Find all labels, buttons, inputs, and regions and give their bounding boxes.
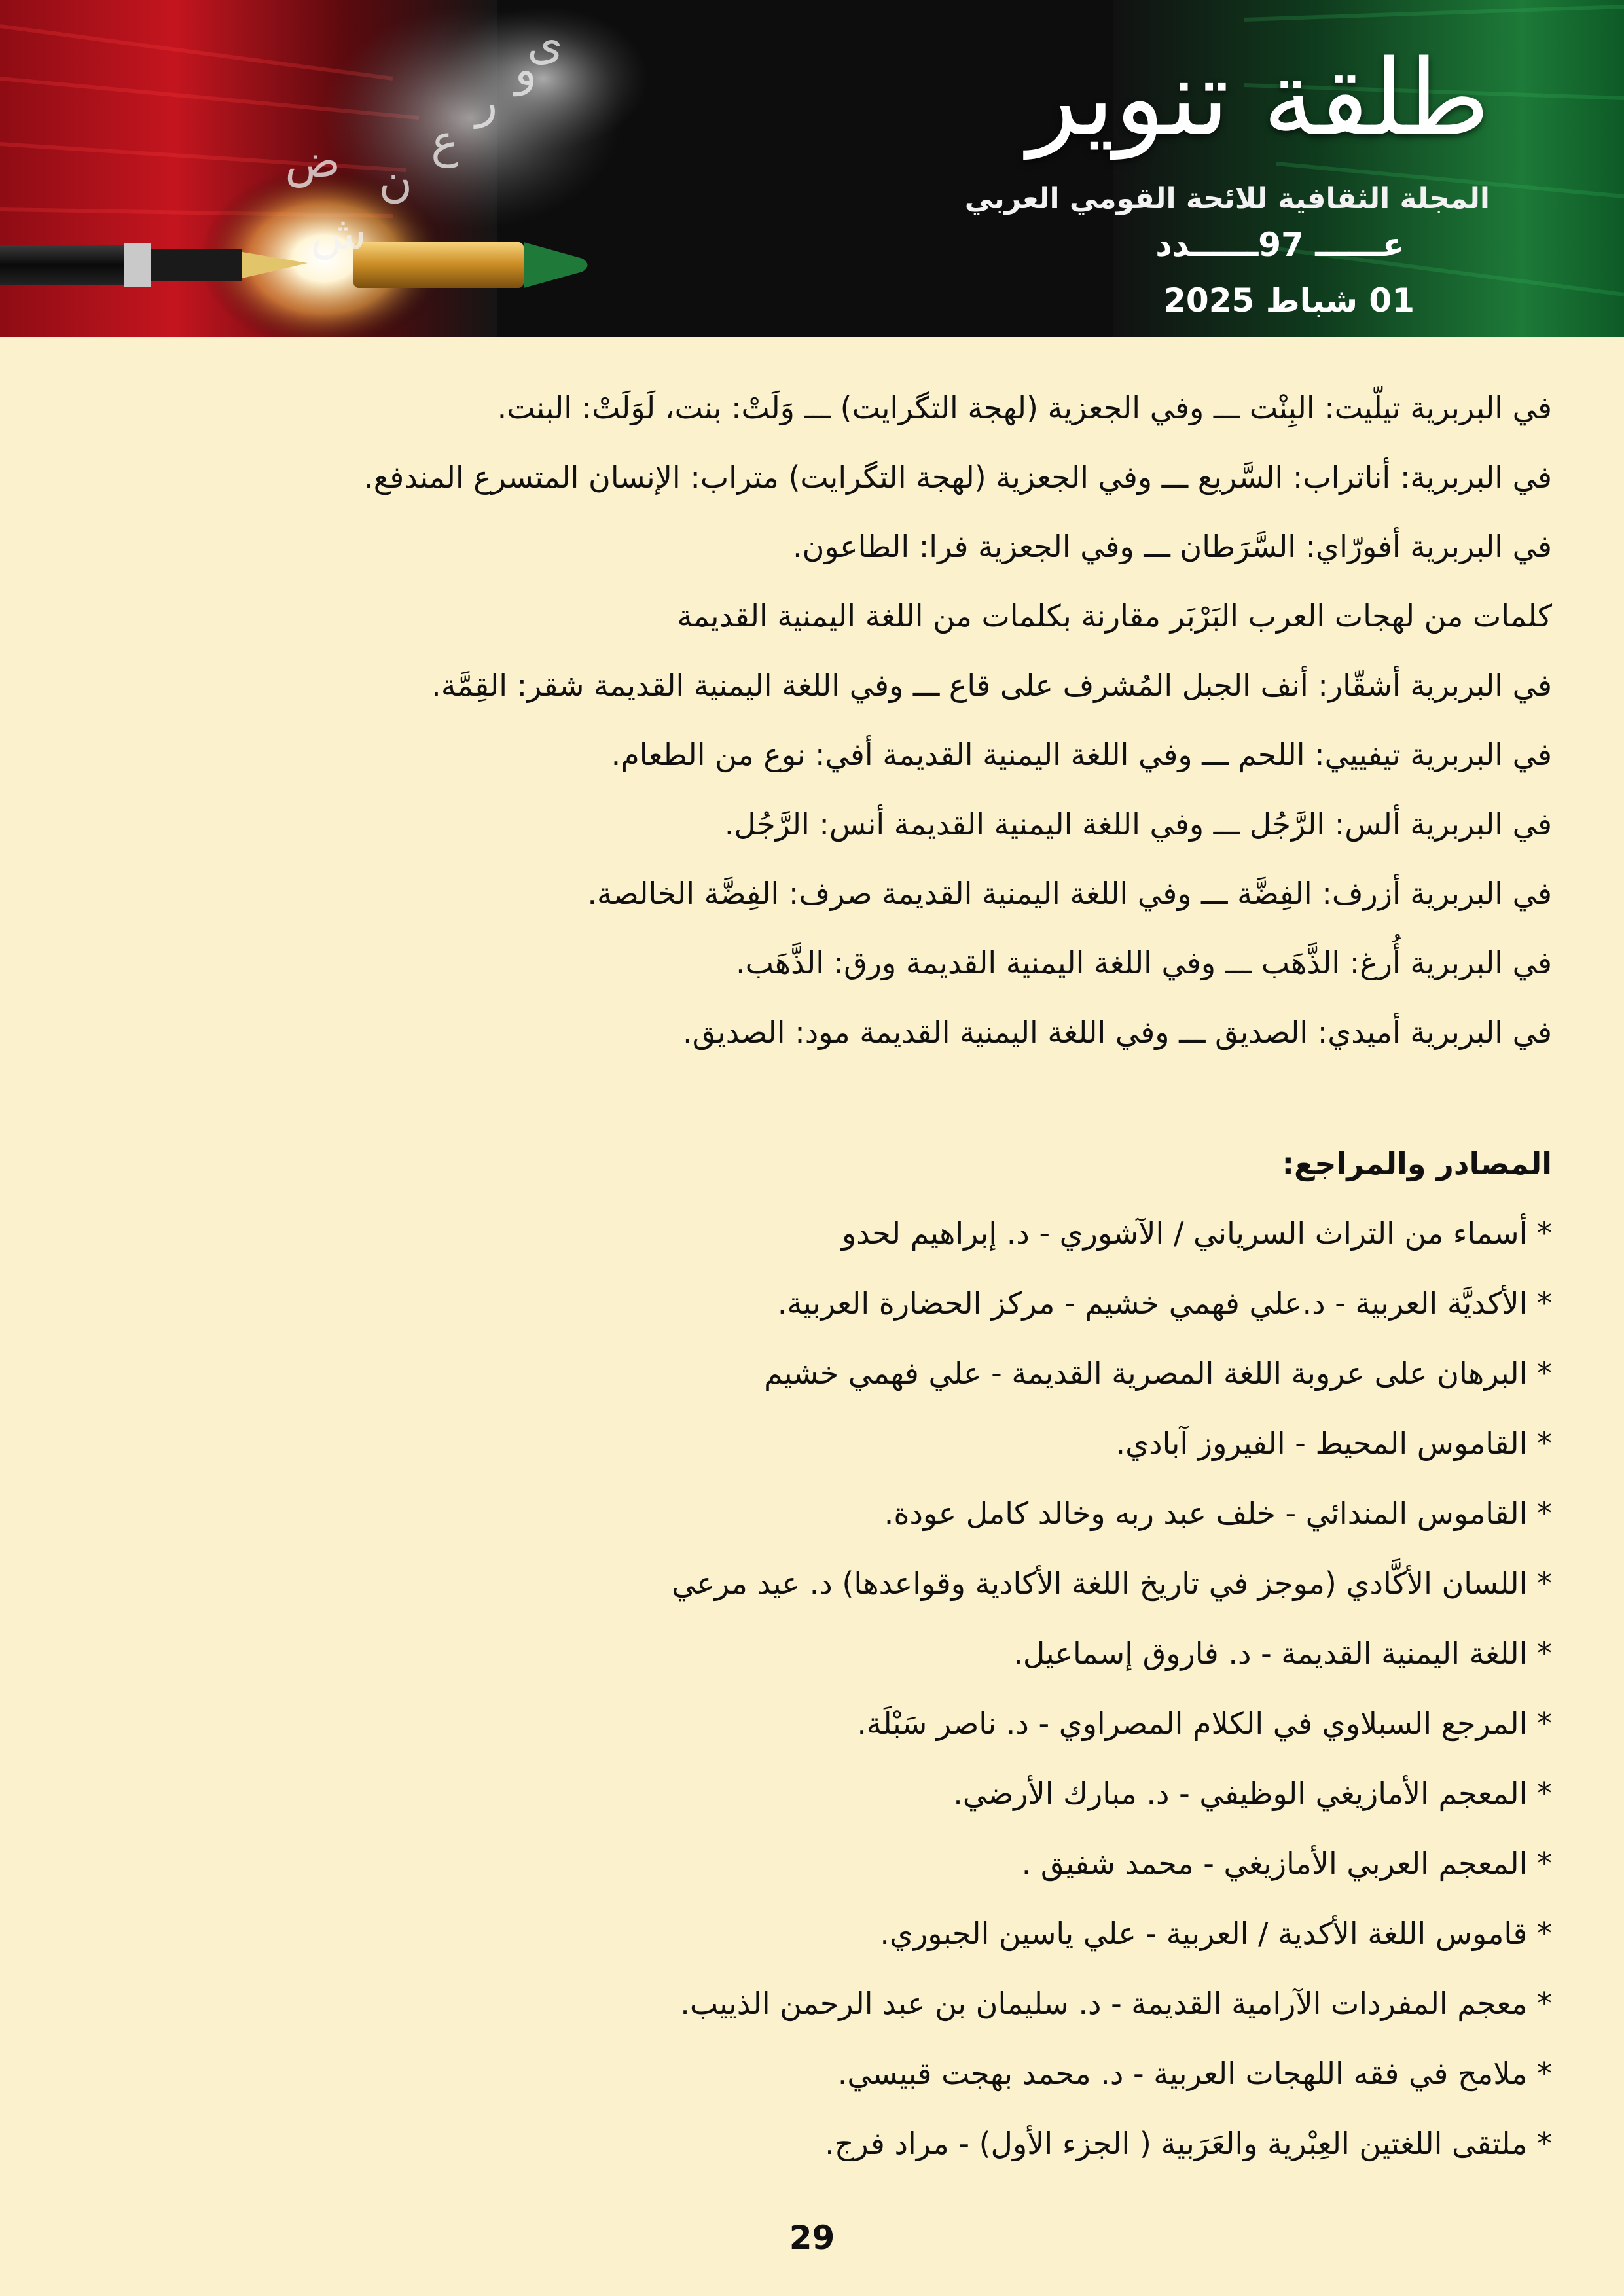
svg-text:ش: ش xyxy=(310,206,367,260)
svg-text:ع: ع xyxy=(431,115,458,168)
reference-item: * أسماء من التراث السرياني / الآشوري - د. إبراهيم لحدو xyxy=(841,1215,1552,1251)
issue-number: عــــــ 97ــــــدد xyxy=(1155,226,1405,264)
body-line: في البربرية ألس: الرَّجُل ـــ وفي اللغة اليمنية القديمة أنس: الرَّجُل. xyxy=(724,806,1552,842)
magazine-title: طلقة تنوير xyxy=(1027,37,1490,159)
svg-text:و: و xyxy=(514,43,537,96)
section-spacer xyxy=(112,1067,1552,1129)
body-line: في البربرية تيفييي: اللحم ـــ وفي اللغة اليمنية القديمة أفي: نوع من الطعام. xyxy=(611,737,1552,772)
reference-item: * الأكديَّة العربية - د.علي فهمي خشيم - مركز الحضارة العربية. xyxy=(777,1285,1552,1321)
reference-item: * المرجع السبلاوي في الكلام المصراوي - د. ناصر سَبْلَة. xyxy=(857,1706,1552,1741)
reference-item: * المعجم العربي الأمازيغي - محمد شفيق . xyxy=(1021,1846,1552,1881)
body-line: في البربرية تيلّيت: البِنْت ـــ وفي الجعزية (لهجة التگرايت) ـــ وَلَتْ: بنت، لَوَلَتْ: البنت. xyxy=(497,390,1552,425)
reference-item: * المعجم الأمازيغي الوظيفي - د. مبارك الأرضي. xyxy=(953,1776,1552,1811)
reference-item: * القاموس المندائي - خلف عبد ربه وخالد كامل عودة. xyxy=(884,1496,1552,1531)
body-line: في البربرية أشقّار: أنف الجبل المُشرف على قاع ـــ وفي اللغة اليمنية القديمة شقر: القِمَّة. xyxy=(431,668,1552,703)
body-line: في البربرية أُرغ: الذَّهَب ـــ وفي اللغة اليمنية القديمة ورق: الذَّهَب. xyxy=(736,945,1552,980)
reference-item: * قاموس اللغة الأكدية / العربية - علي ياسين الجبوري. xyxy=(880,1916,1552,1951)
reference-item: * اللغة اليمنية القديمة - د. فاروق إسماعيل. xyxy=(1013,1636,1552,1671)
reference-item: * معجم المفردات الآرامية القديمة - د. سليمان بن عبد الرحمن الذييب. xyxy=(680,1986,1552,2021)
reference-item: * ملامح في فقه اللهجات العربية - د. محمد بهجت قبيسي. xyxy=(837,2056,1552,2091)
body-line: في البربرية: أناتراب: السَّريع ـــ وفي الجعزية (لهجة التگرايت) متراب: الإنسان المتسرع المندفع. xyxy=(364,459,1552,495)
body-line: كلمات من لهجات العرب البَرْبَر مقارنة بكلمات من اللغة اليمنية القديمة xyxy=(677,598,1552,634)
svg-text:ى: ى xyxy=(527,16,563,70)
references-heading: المصادر والمراجع: xyxy=(1282,1146,1552,1181)
reference-item: * القاموس المحيط - الفيروز آبادي. xyxy=(1115,1426,1552,1461)
body-line: في البربرية أزرف: الفِضَّة ـــ وفي اللغة اليمنية القديمة صرف: الفِضَّة الخالصة. xyxy=(587,876,1552,911)
reference-item: * اللسان الأكَّادي (موجز في تاريخ اللغة الأكادية وقواعدها) د. عيد مرعي xyxy=(672,1566,1552,1601)
magazine-header-banner xyxy=(0,0,1624,337)
svg-text:ر: ر xyxy=(475,75,497,129)
svg-text:ض: ض xyxy=(285,134,340,188)
article-body xyxy=(112,373,1552,2179)
svg-text:ن: ن xyxy=(378,154,412,207)
reference-item: * ملتقى اللغتين العِبْرية والعَرَبية ( الجزء الأول) - مراد فرج. xyxy=(825,2126,1552,2161)
page-number: 29 xyxy=(789,2219,835,2257)
body-line: في البربرية أميدي: الصديق ـــ وفي اللغة اليمنية القديمة مود: الصديق. xyxy=(682,1014,1552,1050)
magazine-subtitle: المجلة الثقافية للائحة القومي العربي xyxy=(964,182,1490,215)
issue-date: 01 شباط 2025 xyxy=(1163,281,1415,319)
body-line: في البربرية أفورّاي: السَّرَطان ـــ وفي الجعزية فرا: الطاعون. xyxy=(793,529,1552,564)
reference-item: * البرهان على عروبة اللغة المصرية القديمة - علي فهمي خشيم xyxy=(764,1355,1552,1391)
